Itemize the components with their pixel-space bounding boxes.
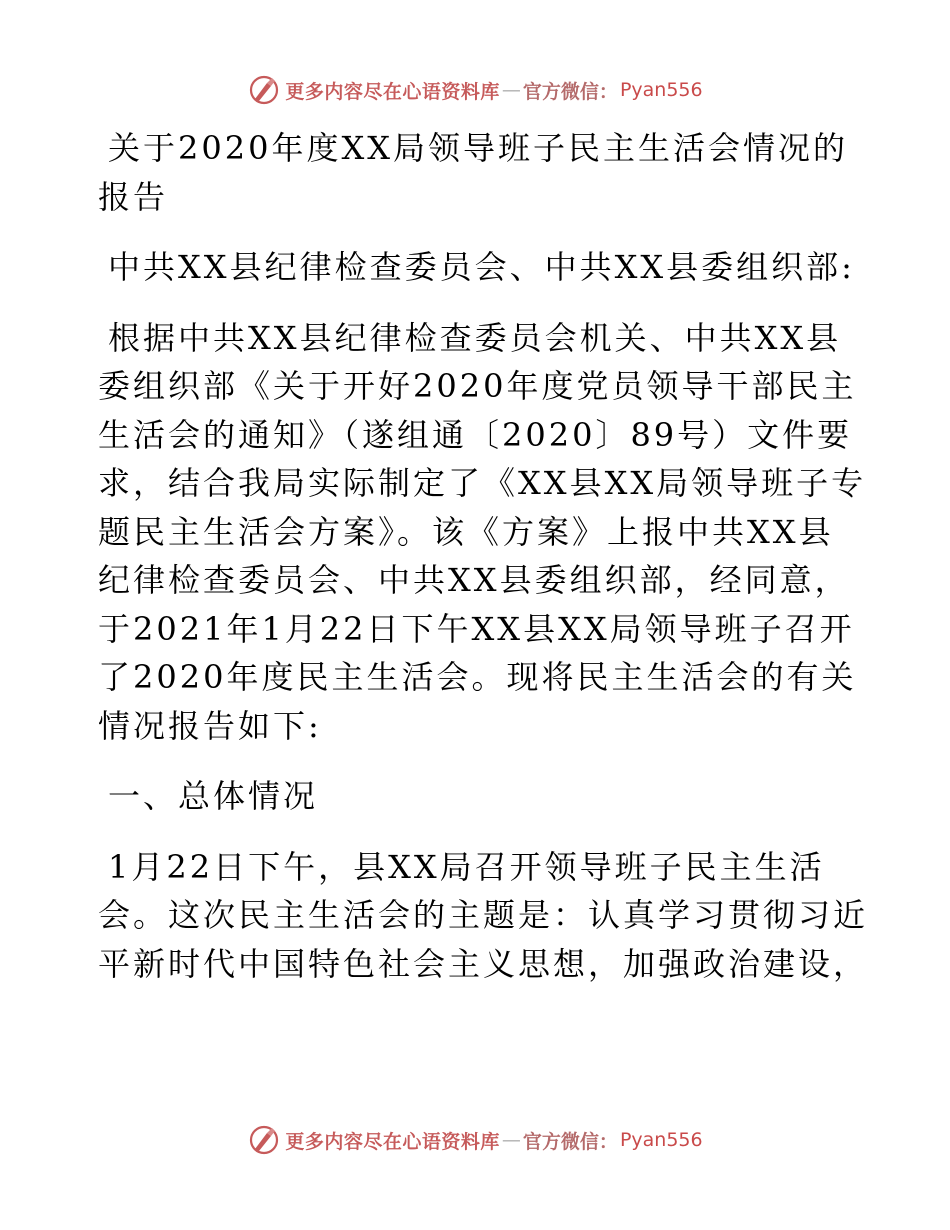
watermark-id: Pyan556 [619, 1129, 703, 1151]
document-title: 关于2020年度XX局领导班子民主生活会情况的报告 [98, 129, 849, 216]
watermark-dash: — [501, 79, 521, 101]
watermark-sub: 官方微信： [522, 80, 618, 103]
document-greeting: 中共XX县纪律检查委员会、中共XX县委组织部: [108, 248, 855, 286]
watermark-sub: 官方微信： [522, 1130, 618, 1153]
watermark-text: 更多内容尽在心语资料库 [285, 80, 500, 103]
section-heading-1: 一、总体情况 [108, 777, 319, 815]
header-watermark [0, 70, 950, 110]
paragraph-1: 根据中共XX县纪律检查委员会机关、中共XX县委组织部《关于开好2020年度党员领导干部民主生活会的通知》（遂组通〔2020〕89号）文件要求，结合我局实际制定了《XX县XX局领导班子专题民主生活会方案》。该《方案》上报中共XX县纪律检查委员会、中共XX县委组织部，经同意，于2021年1月22日下午XX县XX局领导班子召开了2020年度民主生活会。现将民主生活会的有关情况报告如下: [98, 318, 867, 745]
pen-circle-logo-icon [247, 1123, 281, 1157]
footer-watermark [0, 1120, 950, 1160]
watermark-dash: — [501, 1129, 521, 1151]
watermark-text: 更多内容尽在心语资料库 [285, 1130, 500, 1153]
paragraph-2: 1月22日下午，县XX局召开领导班子民主生活会。这次民主生活会的主题是：认真学习贯彻习近平新时代中国特色社会主义思想，加强政治建设， [98, 847, 869, 983]
pen-circle-logo-icon [247, 73, 281, 107]
document-body [98, 124, 868, 1010]
watermark-id: Pyan556 [619, 79, 703, 101]
